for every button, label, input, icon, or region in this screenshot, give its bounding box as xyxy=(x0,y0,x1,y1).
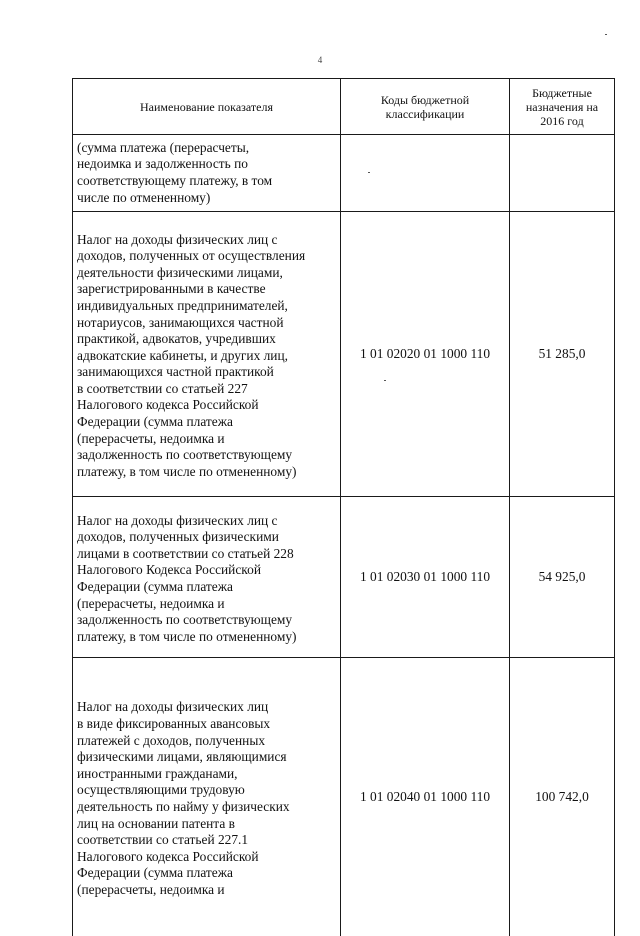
name-line: Федерации (сумма платежа xyxy=(77,414,334,431)
name-line: (перерасчеты, недоимка и xyxy=(77,596,334,613)
budget-code-cell: 1 01 02020 01 1000 110 xyxy=(341,212,510,497)
budget-table xyxy=(72,78,615,936)
header-budget-code: Коды бюджетной классификации xyxy=(341,79,510,135)
table-row xyxy=(73,497,615,658)
name-line: в соответствии со статьей 227 xyxy=(77,381,334,398)
name-line: Налогового Кодекса Российской xyxy=(77,562,334,579)
budget-code-cell xyxy=(341,135,510,212)
budget-code-cell: 1 01 02030 01 1000 110 xyxy=(341,497,510,658)
name-line: нотариусов, занимающихся частной xyxy=(77,315,334,332)
name-line: задолженность по соответствующему xyxy=(77,612,334,629)
name-line: в виде фиксированных авансовых xyxy=(77,716,334,733)
name-line: доходов, полученных физическими xyxy=(77,529,334,546)
name-line: Федерации (сумма платежа xyxy=(77,579,334,596)
name-line: доходов, полученных от осуществления xyxy=(77,248,334,265)
page-number: 4 xyxy=(0,55,640,65)
indicator-name-cell xyxy=(73,212,341,497)
table-row xyxy=(73,135,615,212)
name-line: Налогового кодекса Российской xyxy=(77,397,334,414)
name-line: Федерации (сумма платежа xyxy=(77,865,334,882)
name-line: физическими лицами, являющимися xyxy=(77,749,334,766)
name-line: занимающихся частной практикой xyxy=(77,364,334,381)
name-line: платежу, в том числе по отмененному) xyxy=(77,629,334,646)
table-row xyxy=(73,212,615,497)
table-header-row xyxy=(73,79,615,135)
name-line: деятельности физическими лицами, xyxy=(77,265,334,282)
name-line: зарегистрированными в качестве xyxy=(77,281,334,298)
name-line: Налогового кодекса Российской xyxy=(77,849,334,866)
name-line: соответствии со статьей 227.1 xyxy=(77,832,334,849)
scan-speck xyxy=(368,172,370,173)
name-line: числе по отмененному) xyxy=(77,190,334,207)
name-line: осуществляющими трудовую xyxy=(77,782,334,799)
name-line: недоимка и задолженность по xyxy=(77,156,334,173)
name-line: индивидуальных предпринимателей, xyxy=(77,298,334,315)
indicator-name-cell xyxy=(73,135,341,212)
budget-amount-cell: 100 742,0 xyxy=(510,658,615,936)
name-line: Налог на доходы физических лиц xyxy=(77,699,334,716)
name-line: платежей с доходов, полученных xyxy=(77,733,334,750)
name-line: иностранными гражданами, xyxy=(77,766,334,783)
name-line: Налог на доходы физических лиц с xyxy=(77,513,334,530)
budget-amount-cell xyxy=(510,135,615,212)
name-line: (сумма платежа (перерасчеты, xyxy=(77,140,334,157)
scan-speck xyxy=(384,380,386,381)
table-row xyxy=(73,658,615,936)
name-line: платежу, в том числе по отмененному) xyxy=(77,464,334,481)
budget-code-cell: 1 01 02040 01 1000 110 xyxy=(341,658,510,936)
header-indicator-name: Наименование показателя xyxy=(73,79,341,135)
name-line: задолженность по соответствующему xyxy=(77,447,334,464)
indicator-name-cell xyxy=(73,658,341,936)
name-line: практикой, адвокатов, учредивших xyxy=(77,331,334,348)
name-line: (перерасчеты, недоимка и xyxy=(77,882,334,899)
name-line: лицами в соответствии со статьей 228 xyxy=(77,546,334,563)
name-line: лиц на основании патента в xyxy=(77,816,334,833)
name-line: (перерасчеты, недоимка и xyxy=(77,431,334,448)
name-line: Налог на доходы физических лиц с xyxy=(77,232,334,249)
budget-amount-cell: 51 285,0 xyxy=(510,212,615,497)
indicator-name-cell xyxy=(73,497,341,658)
name-line: соответствующему платежу, в том xyxy=(77,173,334,190)
scan-speck xyxy=(605,34,607,35)
budget-amount-cell: 54 925,0 xyxy=(510,497,615,658)
name-line: деятельность по найму у физических xyxy=(77,799,334,816)
header-budget-amount: Бюджетные назначения на 2016 год xyxy=(510,79,615,135)
name-line: адвокатские кабинеты, и других лиц, xyxy=(77,348,334,365)
